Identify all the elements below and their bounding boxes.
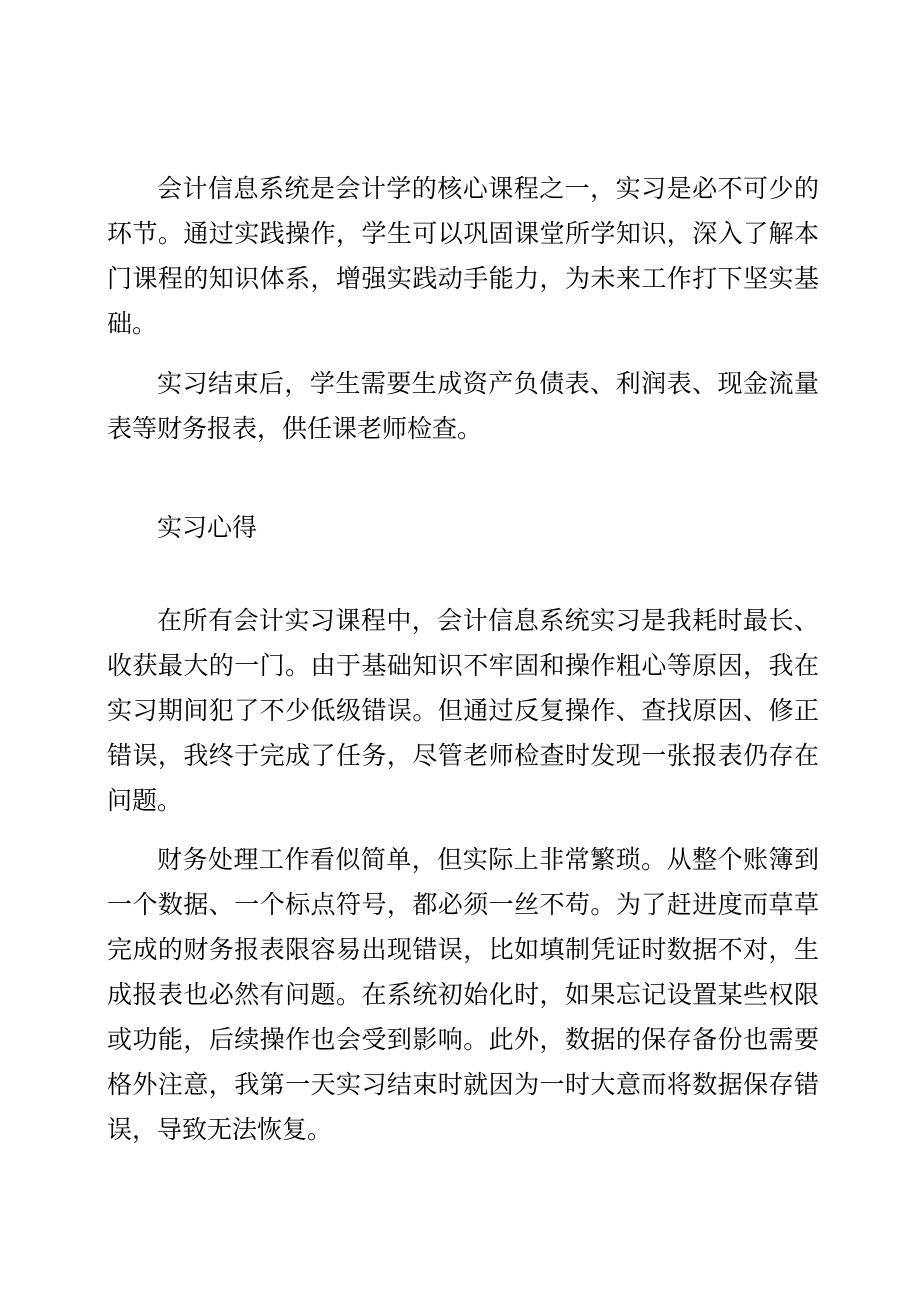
paragraph-reports: 实习结束后，学生需要生成资产负债表、利润表、现金流量表等财务报表，供任课老师检查。 bbox=[107, 369, 819, 443]
section-heading-internship-reflection: 实习心得 bbox=[157, 513, 258, 542]
paragraph-intro: 会计信息系统是会计学的核心课程之一，实习是必不可少的环节。通过实践操作，学生可以巩固课堂所学知识，深入了解本门课程的知识体系，增强实践动手能力，为未来工作打下坚实基础。 bbox=[107, 174, 819, 338]
paragraph-experience: 在所有会计实习课程中，会计信息系统实习是我耗时最长、收获最大的一门。由于基础知识不牢固和操作粗心等原因，我在实习期间犯了不少低级错误。但通过反复操作、查找原因、修正错误，我终于完成了任务，尽管老师检查时发现一张报表仍存在问题。 bbox=[107, 606, 819, 815]
paragraph-lessons: 财务处理工作看似简单，但实际上非常繁琐。从整个账簿到一个数据、一个标点符号，都必须一丝不苟。为了赶进度而草草完成的财务报表限容易出现错误，比如填制凭证时数据不对，生成报表也必然有问题。在系统初始化时，如果忘记设置某些权限或功能，后续操作也会受到影响。此外，数据的保存备份也需要格外注意，我第一天实习结束时就因为一时大意而将数据保存错误，导致无法恢复。 bbox=[107, 845, 819, 1144]
